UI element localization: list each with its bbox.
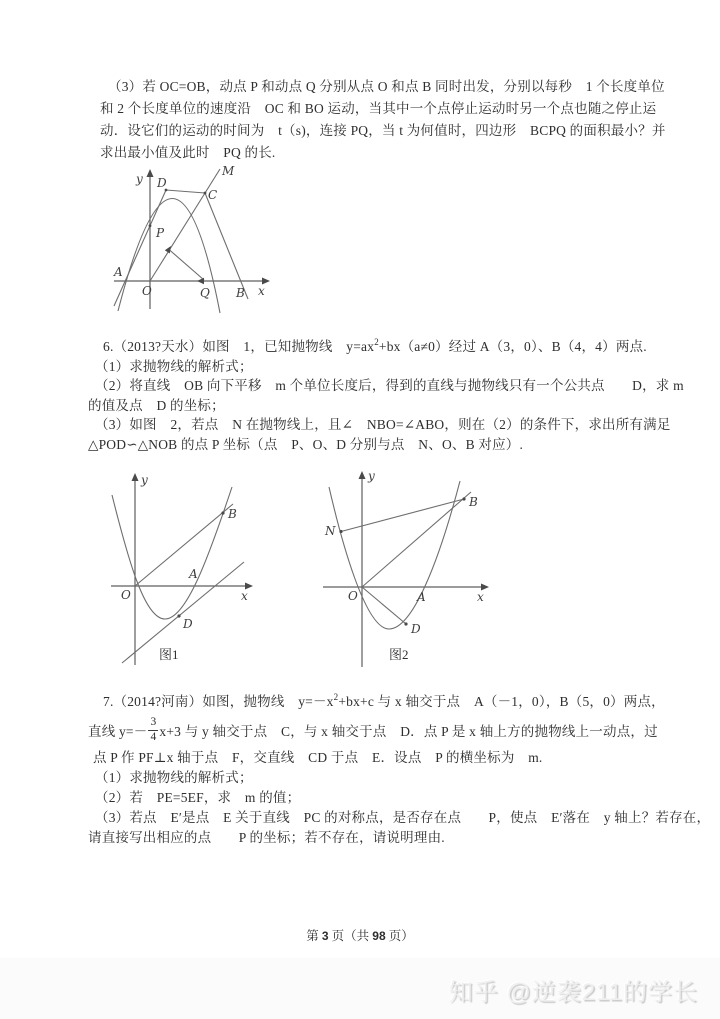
problem7-item3-cont: 请直接写出相应的点 P 的坐标；若不存在，请说明理由. — [88, 830, 445, 845]
footer-text: 页） — [385, 929, 414, 943]
label-y: y — [368, 469, 375, 483]
label-y: y — [136, 172, 143, 186]
label-B: B — [228, 507, 237, 521]
paragraph-line: 动．设它们的运动的时间为 t（s)，连接 PQ，当 t 为何值时，四边形 BCPQ 的面积最小？并 — [100, 123, 666, 138]
label-B: B — [236, 286, 245, 300]
paragraph-line: 和 2 个长度单位的速度沿 OC 和 BO 运动，当其中一个点停止运动时另一个点也随之停止运 — [100, 101, 657, 116]
y-axis-arrow-icon — [132, 473, 139, 481]
point-on-y-axis — [149, 224, 152, 227]
fraction-three-fourths — [148, 717, 158, 743]
problem6-text — [88, 337, 684, 454]
label-A: A — [114, 265, 123, 279]
footer-total-pages: 98 — [372, 929, 386, 943]
line-O-B — [362, 492, 471, 587]
formula-pre: 直线 y=－ — [88, 724, 148, 739]
segment-P-Q — [169, 250, 204, 281]
problem7-line2 — [88, 712, 663, 748]
point-D — [404, 622, 407, 625]
label-M: M — [222, 164, 235, 178]
footer-text: 第 — [306, 929, 322, 943]
line-C-B — [205, 193, 248, 299]
paragraph-line: 求出最小值及此时 PQ 的长. — [100, 145, 276, 160]
label-O: O — [142, 284, 152, 298]
label-D: D — [411, 622, 421, 636]
problem6-item2: （2）将直线 OB 向下平移 m 个单位长度后，得到的直线与抛物线只有一个公共点 D，求 m — [95, 378, 684, 393]
y-axis-arrow-icon — [147, 169, 154, 177]
y-axis-arrow-icon — [359, 471, 366, 479]
tangent-line-through-D — [122, 562, 244, 663]
label-D: D — [157, 176, 167, 190]
formula-post: x+3 与 y 轴交于点 C，与 x 轴交于点 D．点 P 是 x 轴上方的抛物线上一动点，过 — [159, 724, 658, 739]
parabola-curve — [329, 481, 460, 629]
segment-N-B — [341, 499, 464, 532]
formula-pre: 7.（2014?河南）如图，抛物线 y=－x — [103, 694, 334, 709]
point-C — [204, 192, 207, 195]
formula-post: +bx（a≠0）经过 A（3，0）、B（4，4）两点. — [378, 339, 647, 354]
problem7-item1: （1）求抛物线的解析式； — [95, 770, 253, 785]
page-footer — [0, 926, 720, 944]
label-O: O — [121, 588, 131, 602]
problem6-item3-cont: △POD∽△NOB 的点 P 坐标（点 P、O、D 分别与点 N、O、B 对应）. — [88, 436, 524, 452]
line-A-D — [114, 190, 166, 306]
segment-D-C — [166, 190, 205, 193]
label-x: x — [477, 590, 484, 604]
figure-1-diagram — [95, 467, 280, 672]
problem7-text — [88, 692, 711, 848]
exponent: 2 — [374, 337, 379, 347]
label-C: C — [208, 188, 218, 202]
label-Q: Q — [200, 286, 210, 300]
line-O-B — [135, 504, 233, 586]
label-y: y — [141, 473, 148, 487]
problem7-item2: （2）若 PE=5EF，求 m 的值； — [95, 790, 301, 805]
footer-page-number: 3 — [321, 929, 329, 943]
problem6-line1 — [88, 337, 658, 357]
problem6-item2-cont: 的值及点 D 的坐标； — [88, 397, 225, 413]
segment-O-D — [362, 587, 406, 624]
label-N: N — [325, 524, 336, 538]
fraction-denominator: 4 — [150, 730, 157, 743]
problem7-line1 — [88, 692, 663, 712]
problem5-part3-paragraph — [100, 76, 670, 164]
fraction-numerator: 3 — [150, 716, 157, 728]
point-D — [177, 614, 180, 617]
paragraph-line: （3）若 OC=OB，动点 P 和动点 Q 分别从点 O 和点 B 同时出发，分别以每秒 1 个长度单位 — [108, 79, 665, 94]
point-B — [221, 511, 224, 514]
formula-pre: 6.（2013?天水）如图 1，已知抛物线 y=ax — [103, 339, 375, 354]
label-P: P — [156, 226, 165, 240]
label-A: A — [417, 590, 426, 604]
label-x: x — [258, 284, 265, 298]
problem6-item3: （3）如图 2，若点 N 在抛物线上，且∠ NBO=∠ABO，则在（2）的条件下，求出所有满足 — [95, 417, 671, 432]
figure-2-caption: 图2 — [389, 647, 409, 662]
formula-post: +bx+c 与 x 轴交于点 A（－1，0），B（5，0）两点， — [338, 694, 665, 709]
point-B — [462, 497, 465, 500]
label-A: A — [189, 567, 198, 581]
figure-q5-diagram — [108, 163, 288, 315]
zhihu-watermark: 知乎 @逆袭211的学长 — [448, 979, 698, 1006]
label-D: D — [183, 617, 193, 631]
figure-2-diagram — [303, 467, 503, 672]
problem6-item1: （1）求抛物线的解析式； — [95, 358, 253, 374]
footer-text: 页（共 — [328, 929, 373, 943]
problem7-item3: （3）若点 E′是点 E 关于直线 PC 的对称点，是否存在点 P，使点 E′落在 y 轴上？若存在， — [95, 810, 711, 825]
exponent: 2 — [333, 692, 339, 702]
label-O: O — [348, 589, 358, 603]
figure-1-caption: 图1 — [159, 647, 179, 662]
arrow-Q-direction-icon — [197, 278, 204, 284]
problem7-line3: 点 P 作 PF⊥x 轴于点 F，交直线 CD 于点 E．设点 P 的横坐标为 m. — [93, 750, 543, 765]
label-x: x — [241, 589, 248, 603]
point-N — [339, 530, 342, 533]
label-B: B — [469, 495, 478, 509]
